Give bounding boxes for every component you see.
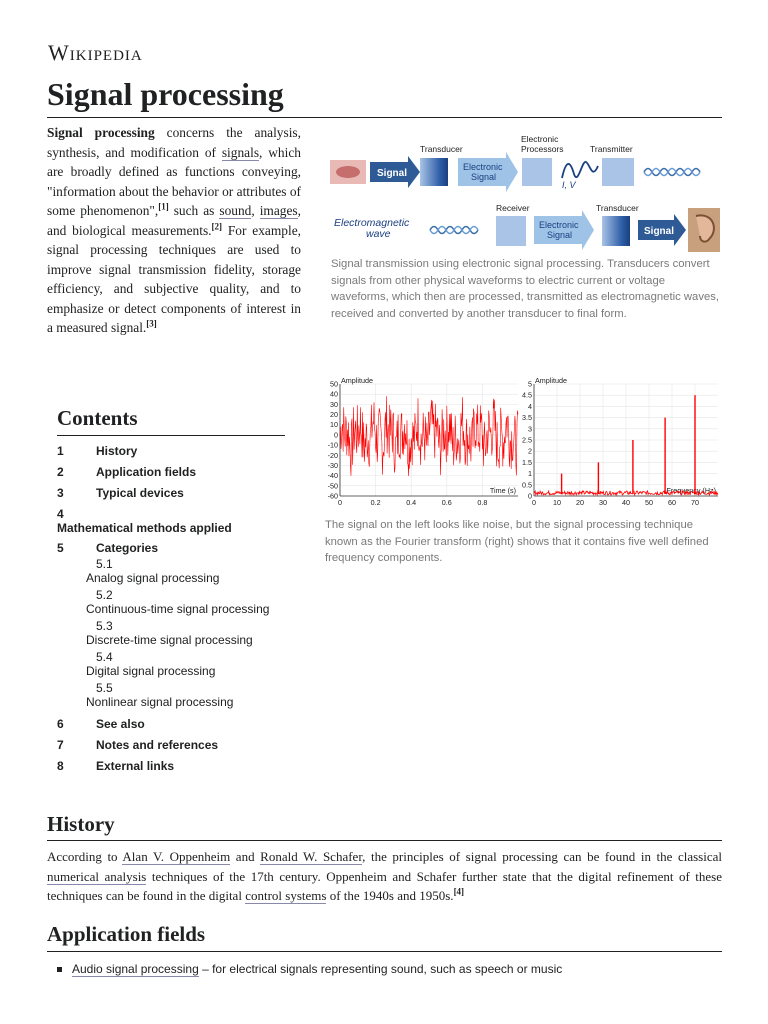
- toc-label: History: [96, 444, 138, 458]
- page-title: Signal processing: [47, 76, 284, 112]
- intro-text: ,: [251, 203, 260, 218]
- toc-subitem-digital[interactable]: [86, 650, 215, 678]
- x-tick-label: 0: [338, 498, 342, 507]
- wikipedia-logo[interactable]: Wikipedia: [48, 40, 143, 65]
- figure1-caption: Signal transmission using electronic signal processing. Transducers convert signals from other physical waveforms to electric current or voltage waveforms, which then are processed, transmitted as electromagnetic waves, received and converted by another transducer to final form.: [331, 258, 720, 320]
- y-tick-label: 2: [528, 446, 532, 456]
- toc-label: Mathematical methods applied: [57, 521, 232, 535]
- list-item: [57, 962, 562, 976]
- x-tick-label: 0.6: [441, 498, 452, 507]
- ref-4[interactable]: [4]: [453, 886, 465, 897]
- toc-title: Contents: [57, 406, 138, 430]
- application-fields-heading: Application fields: [47, 922, 206, 946]
- ref-1[interactable]: [1]: [158, 201, 169, 212]
- toc-subitem-analog[interactable]: [86, 557, 219, 585]
- link-control-systems[interactable]: control systems: [245, 888, 327, 903]
- electronic-signal-label: Signal: [547, 230, 573, 240]
- bullet-icon: [57, 967, 62, 972]
- toc-number: 5.2: [96, 588, 113, 602]
- y-tick-label: -40: [327, 471, 338, 481]
- history-text: and: [230, 849, 261, 864]
- x-tick-label: 50: [645, 498, 653, 507]
- y-tick-label: -30: [327, 460, 338, 470]
- toc-label: Discrete-time signal processing: [86, 633, 253, 647]
- link-audio-signal-processing[interactable]: Audio signal processing: [72, 962, 199, 976]
- intro-text: , which are broadly defined as functions conveying, "information about the behavior or attributes of some phenomenon",: [47, 144, 301, 218]
- intro-text: For example, signal processing techniques are used to improve signal transmission fidelity, storage efficiency, and subjective quality, and to emphasize or detect components of interest in a measured signal.: [47, 222, 301, 335]
- link-numerical-analysis[interactable]: numerical analysis: [47, 868, 147, 884]
- em-wave-label: Electromagnetic: [334, 217, 410, 229]
- toc-label: See also: [96, 717, 145, 731]
- history-heading: History: [47, 812, 115, 836]
- toc-label: Notes and references: [96, 738, 219, 752]
- toc-label: Digital signal processing: [86, 664, 216, 678]
- y-tick-label: -20: [327, 450, 338, 460]
- y-tick-label: 3: [528, 424, 532, 434]
- y-tick-label: 1.5: [522, 457, 532, 467]
- x-tick-label: 0.2: [370, 498, 381, 507]
- intro-bold-term: Signal processing: [47, 125, 155, 140]
- toc-number: 5.3: [96, 619, 113, 633]
- toc-subitem-discrete-time[interactable]: [86, 619, 253, 647]
- processors-label: Electronic: [521, 134, 559, 144]
- toc-number: 4: [57, 507, 64, 521]
- intro-text: , and biological measurements.: [47, 203, 301, 238]
- iv-waveform: [562, 162, 598, 178]
- transducer-label: Transducer: [420, 144, 463, 154]
- history-text: techniques of the 17th century. Oppenheim and Schafer further state that the digital refinement of these techniques can be found in the digital: [47, 868, 722, 903]
- link-oppenheim[interactable]: Alan V. Oppenheim: [122, 849, 231, 864]
- frequency-domain-chart: [522, 376, 718, 507]
- x-tick-label: 0: [532, 498, 536, 507]
- toc-subitem-continuous-time[interactable]: [86, 588, 269, 616]
- toc-number: 1: [57, 444, 64, 458]
- x-tick-label: 20: [576, 498, 584, 507]
- toc-number: 5: [57, 541, 64, 555]
- y-tick-label: 10: [330, 420, 338, 430]
- x-tick-label: 0.4: [406, 498, 417, 507]
- list-item-text: – for electrical signals representing sound, such as speech or music: [198, 962, 563, 976]
- em-wave-icon: [644, 169, 700, 176]
- signal-series-line: [340, 396, 518, 476]
- toc-label: External links: [96, 759, 175, 773]
- y-tick-label: 0: [334, 430, 338, 440]
- toc-number: 5.5: [96, 681, 113, 695]
- link-images[interactable]: images: [259, 203, 298, 218]
- y-tick-label: -50: [327, 481, 338, 491]
- em-wave-label: wave: [366, 228, 391, 240]
- signal-transmission-diagram[interactable]: [328, 130, 722, 258]
- toc-label: Application fields: [96, 465, 197, 479]
- y-tick-label: 50: [330, 379, 338, 389]
- signal-arrow-label: Signal: [644, 226, 675, 237]
- x-tick-label: 0.8: [477, 498, 488, 507]
- history-text: According to: [47, 849, 123, 864]
- processor-box: [522, 158, 552, 186]
- toc-number: 6: [57, 717, 64, 731]
- toc-number: 3: [57, 486, 64, 500]
- transmitter-label: Transmitter: [590, 144, 633, 154]
- toc-label: Categories: [96, 541, 159, 555]
- x-tick-label: 60: [668, 498, 676, 507]
- y-tick-label: 0.5: [522, 480, 532, 490]
- y-tick-label: -60: [327, 491, 338, 501]
- y-tick-label: 40: [330, 389, 338, 399]
- electronic-signal-label: Signal: [471, 172, 497, 182]
- y-tick-label: 30: [330, 399, 338, 409]
- toc-number: 5.4: [96, 650, 113, 664]
- y-axis-label: Amplitude: [341, 376, 373, 385]
- signal-arrow-label: Signal: [377, 168, 408, 179]
- transmitter-box: [602, 158, 634, 186]
- intro-text: such as: [168, 203, 220, 218]
- ref-2[interactable]: [2]: [211, 221, 223, 232]
- toc-number: 7: [57, 738, 64, 752]
- history-paragraph: [47, 847, 722, 906]
- intro-paragraph: [47, 123, 301, 338]
- time-domain-chart: [328, 376, 518, 507]
- toc-subitem-nonlinear[interactable]: [86, 681, 233, 709]
- y-tick-label: 4.5: [522, 390, 532, 400]
- y-axis-label: Amplitude: [535, 376, 567, 385]
- toc-label: Analog signal processing: [86, 571, 220, 585]
- transducer-label: Transducer: [596, 203, 639, 213]
- electronic-signal-label: Electronic: [539, 220, 579, 230]
- application-fields-divider: [47, 951, 722, 952]
- toc-label: Nonlinear signal processing: [86, 695, 234, 709]
- y-tick-label: 2.5: [522, 435, 532, 445]
- toc-number: 2: [57, 465, 64, 479]
- link-sound[interactable]: sound: [219, 203, 252, 218]
- link-schafer[interactable]: Ronald W. Schafer: [260, 849, 363, 864]
- link-signals[interactable]: signals: [221, 144, 260, 160]
- x-tick-label: 10: [553, 498, 561, 507]
- toc-label: Typical devices: [96, 486, 184, 500]
- x-tick-label: 70: [691, 498, 699, 507]
- receiver-label: Receiver: [496, 203, 530, 213]
- ref-3[interactable]: [3]: [146, 318, 157, 329]
- history-text: of the 1940s and 1950s.: [326, 888, 454, 903]
- transducer-box: [420, 158, 448, 186]
- transducer-box: [602, 216, 630, 246]
- y-tick-label: 4: [528, 401, 532, 411]
- toc-divider: [57, 435, 285, 436]
- history-divider: [47, 840, 722, 841]
- y-tick-label: -10: [327, 440, 338, 450]
- processors-label: Processors: [521, 144, 564, 154]
- x-axis-label: Time (s): [489, 486, 516, 495]
- figure2-caption: The signal on the left looks like noise, but the signal processing technique known as the Fourier transform (right) shows that it contains five well defined frequency components.: [325, 519, 709, 564]
- toc-number: 8: [57, 759, 64, 773]
- y-tick-label: 3.5: [522, 413, 532, 423]
- fourier-transform-charts: [318, 374, 722, 514]
- title-divider: [47, 117, 722, 118]
- y-tick-label: 1: [528, 469, 532, 479]
- toc-item-mathematical-methods[interactable]: [57, 507, 287, 535]
- mouth-lips: [336, 166, 360, 178]
- history-text: , the principles of signal processing can be found in the classical: [362, 849, 723, 864]
- y-tick-label: 20: [330, 410, 338, 420]
- electronic-signal-label: Electronic: [463, 162, 503, 172]
- toc-label: Continuous-time signal processing: [86, 602, 270, 616]
- y-tick-label: 0: [528, 491, 532, 501]
- receiver-box: [496, 216, 526, 246]
- x-tick-label: 40: [622, 498, 630, 507]
- y-tick-label: 5: [528, 379, 532, 389]
- intro-text: concerns the analysis, synthesis, and modification of: [47, 125, 301, 160]
- iv-label: I, V: [562, 180, 576, 190]
- toc-number: 5.1: [96, 557, 113, 571]
- x-axis-label: Frequency (Hz): [666, 486, 716, 495]
- x-tick-label: 30: [599, 498, 607, 507]
